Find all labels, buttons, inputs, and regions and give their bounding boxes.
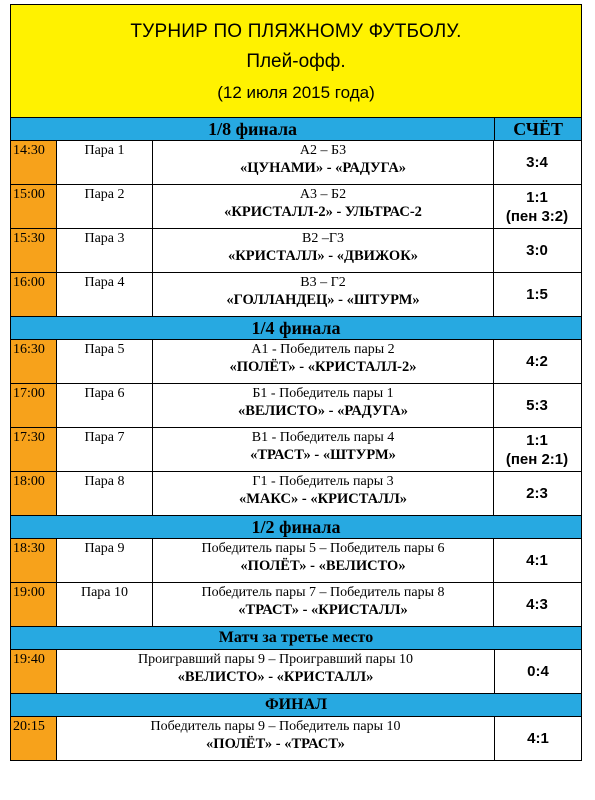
score-value: 1:5 <box>526 286 548 303</box>
match-teams: «ВЕЛИСТО» - «РАДУГА» <box>238 403 408 419</box>
match-score <box>495 650 581 693</box>
match-groups: А1 - Победитель пары 2 <box>251 342 395 357</box>
score-value: 4:1 <box>527 730 549 747</box>
score-value: 0:4 <box>527 663 549 680</box>
stage-title: ФИНАЛ <box>264 696 328 713</box>
penalty-score: (пен 3:2) <box>505 207 569 225</box>
match-description <box>153 273 494 316</box>
match-score <box>494 185 580 228</box>
match-description <box>153 185 494 228</box>
match-groups: Победитель пары 7 – Победитель пары 8 <box>201 585 445 600</box>
match-score <box>494 340 580 383</box>
match-teams: «ВЕЛИСТО» - «КРИСТАЛЛ» <box>177 669 374 685</box>
match-groups: В1 - Победитель пары 4 <box>251 430 395 445</box>
match-row <box>11 340 581 384</box>
match-groups: В2 –Г3 <box>302 231 344 246</box>
score-value: 2:3 <box>526 485 548 502</box>
match-time: 19:40 <box>11 650 57 693</box>
match-pair: Пара 8 <box>57 472 153 515</box>
match-description <box>153 583 494 626</box>
score-value: 3:0 <box>526 242 548 259</box>
stage-title: 1/2 финала <box>251 516 341 537</box>
stage-band-third-place <box>11 627 581 650</box>
match-score <box>494 539 580 582</box>
match-description <box>153 472 494 515</box>
match-row <box>11 717 581 760</box>
match-pair: Пара 10 <box>57 583 153 626</box>
score-value: 3:4 <box>526 154 548 171</box>
score-value: 5:3 <box>526 397 548 414</box>
match-groups: Б1 - Победитель пары 1 <box>252 386 394 401</box>
match-row <box>11 472 581 516</box>
match-row <box>11 650 581 694</box>
tournament-sheet <box>10 4 582 761</box>
match-teams: «ТРАСТ» - «КРИСТАЛЛ» <box>238 602 408 618</box>
match-groups: А3 – Б2 <box>299 187 347 202</box>
match-time: 14:30 <box>11 141 57 184</box>
score-value: 4:3 <box>526 596 548 613</box>
match-row <box>11 229 581 273</box>
match-description <box>153 340 494 383</box>
match-groups: В3 – Г2 <box>300 275 346 290</box>
match-time: 18:30 <box>11 539 57 582</box>
match-pair: Пара 1 <box>57 141 153 184</box>
stage-band-1-2 <box>11 516 581 539</box>
match-groups: Проигравший пары 9 – Проигравший пары 10 <box>137 652 414 667</box>
match-pair: Пара 7 <box>57 428 153 471</box>
stage-title: 1/8 финала <box>208 118 298 139</box>
match-description <box>153 384 494 427</box>
match-score <box>494 141 580 184</box>
match-teams: «ГОЛЛАНДЕЦ» - «ШТУРМ» <box>226 292 420 308</box>
document-date: (12 июля 2015 года) <box>217 83 375 102</box>
match-row <box>11 428 581 472</box>
match-groups: А2 – Б3 <box>299 143 347 158</box>
match-row <box>11 273 581 317</box>
match-groups: Победитель пары 9 – Победитель пары 10 <box>150 719 401 734</box>
match-description <box>153 539 494 582</box>
match-teams: «ПОЛЁТ» - «ТРАСТ» <box>206 736 345 752</box>
score-value: 4:1 <box>526 552 548 569</box>
match-groups: Победитель пары 5 – Победитель пары 6 <box>201 541 445 556</box>
match-teams: «КРИСТАЛЛ-2» - УЛЬТРАС-2 <box>224 204 422 220</box>
match-pair: Пара 5 <box>57 340 153 383</box>
match-row <box>11 185 581 229</box>
match-description <box>57 717 495 760</box>
match-time: 18:00 <box>11 472 57 515</box>
match-score <box>494 428 580 471</box>
match-time: 20:15 <box>11 717 57 760</box>
match-pair: Пара 4 <box>57 273 153 316</box>
match-description <box>153 229 494 272</box>
score-value: 4:2 <box>526 353 548 370</box>
match-time: 17:30 <box>11 428 57 471</box>
match-pair: Пара 2 <box>57 185 153 228</box>
stage-band-1-8 <box>11 118 581 141</box>
match-teams: «ТРАСТ» - «ШТУРМ» <box>250 447 396 463</box>
document-title: ТУРНИР ПО ПЛЯЖНОМУ ФУТБОЛУ. <box>130 21 462 42</box>
match-row <box>11 384 581 428</box>
stage-band-final <box>11 694 581 717</box>
match-score <box>494 384 580 427</box>
match-teams: «ПОЛЁТ» - «КРИСТАЛЛ-2» <box>229 359 417 375</box>
match-pair: Пара 6 <box>57 384 153 427</box>
stage-title: 1/4 финала <box>251 317 341 338</box>
match-teams: «ЦУНАМИ» - «РАДУГА» <box>239 160 407 176</box>
match-teams: «МАКС» - «КРИСТАЛЛ» <box>238 491 407 507</box>
match-score <box>494 229 580 272</box>
stage-band-1-4 <box>11 317 581 340</box>
stage-title: Матч за третье место <box>218 629 374 646</box>
match-teams: «КРИСТАЛЛ» - «ДВИЖОК» <box>228 248 418 264</box>
match-score <box>494 273 580 316</box>
match-score <box>494 472 580 515</box>
match-time: 16:00 <box>11 273 57 316</box>
match-time: 17:00 <box>11 384 57 427</box>
match-score <box>495 717 581 760</box>
match-groups: Г1 - Победитель пары 3 <box>252 474 394 489</box>
match-time: 15:30 <box>11 229 57 272</box>
match-description <box>57 650 495 693</box>
match-time: 15:00 <box>11 185 57 228</box>
match-time: 16:30 <box>11 340 57 383</box>
document-subtitle: Плей-офф. <box>246 51 346 72</box>
score-value: 1:1 <box>526 431 548 449</box>
match-pair: Пара 9 <box>57 539 153 582</box>
match-teams: «ПОЛЁТ» - «ВЕЛИСТО» <box>240 558 406 574</box>
match-score <box>494 583 580 626</box>
match-time: 19:00 <box>11 583 57 626</box>
match-pair: Пара 3 <box>57 229 153 272</box>
match-row <box>11 583 581 627</box>
score-column-header: СЧЁТ <box>494 118 581 140</box>
match-row <box>11 539 581 583</box>
penalty-score: (пен 2:1) <box>505 450 569 468</box>
match-row <box>11 141 581 185</box>
document-header <box>11 5 581 118</box>
match-description <box>153 141 494 184</box>
score-value: 1:1 <box>526 188 548 206</box>
match-description <box>153 428 494 471</box>
